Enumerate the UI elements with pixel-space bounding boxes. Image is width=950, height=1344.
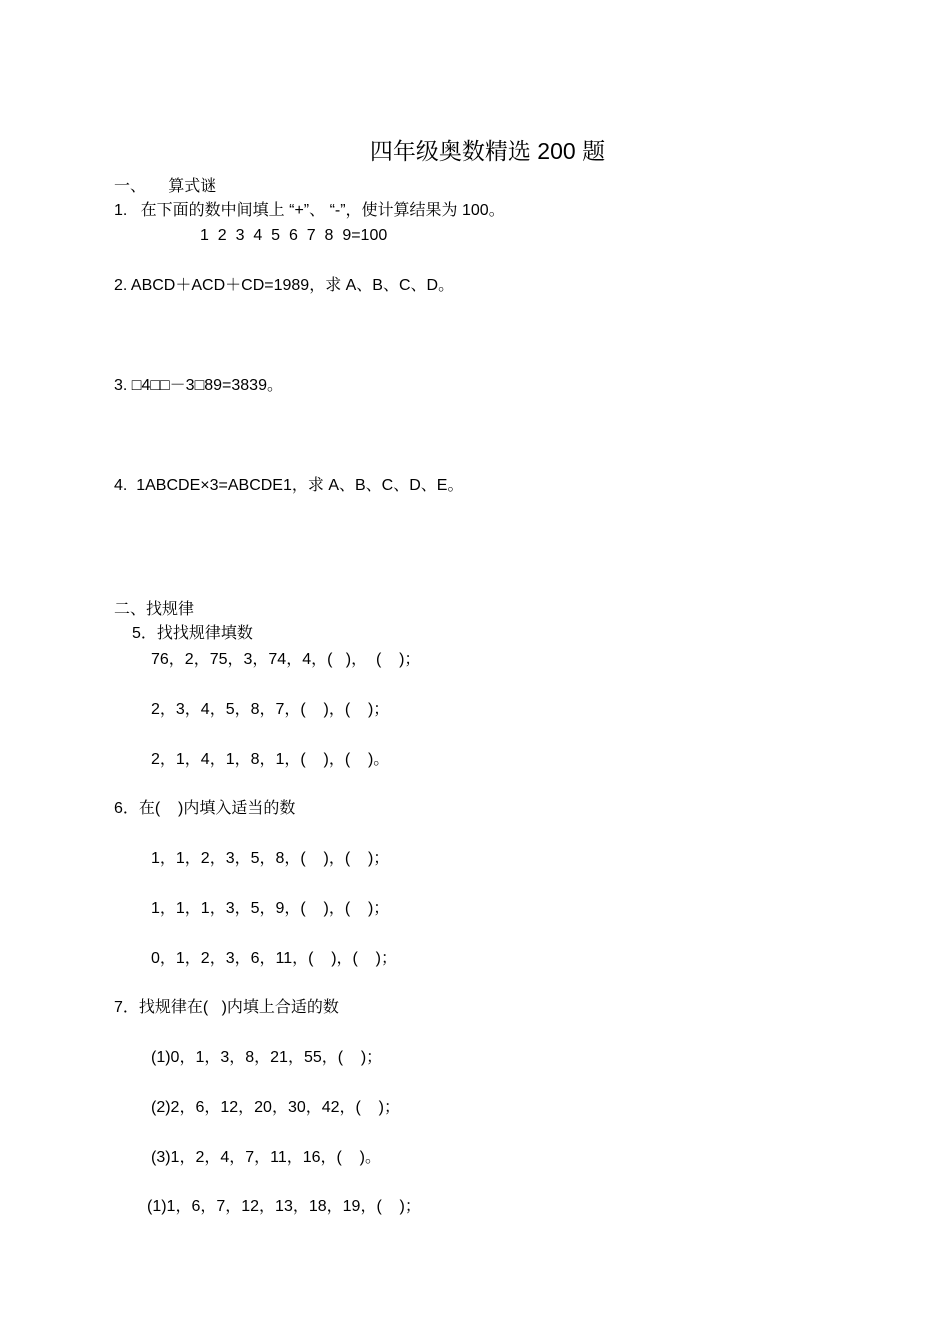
question-5-line: 2，3，4，5，8，7，( )，( )；	[151, 701, 390, 718]
question-5-title: 5．找找规律填数	[132, 625, 253, 642]
question-1-text: 1. 在下面的数中间填上 “+”、 “-”，使计算结果为 100。	[114, 202, 505, 219]
question-1-expression: 1 2 3 4 5 6 7 8 9=100	[200, 227, 388, 244]
question-7-title: 7．找规律在( )内填上合适的数	[114, 999, 339, 1016]
question-6-title: 6．在( )内填入适当的数	[114, 800, 296, 817]
question-7-line: (1)1，6，7，12，13，18，19，( )；	[147, 1198, 421, 1215]
question-7-line: (3)1，2，4，7，11，16，( )。	[151, 1149, 381, 1166]
question-5-line: 2，1，4，1，8，1，( )，( )。	[151, 751, 390, 768]
question-3: 3. □4□□－3□89=3839。	[114, 377, 283, 394]
question-6-line: 0，1，2，3，6，11，( )，( )；	[151, 950, 397, 967]
question-6-line: 1，1，2，3，5，8，( )，( )；	[151, 850, 390, 867]
question-7-line: (2)2，6，12，20，30，42，( )；	[151, 1099, 400, 1116]
question-5-line: 76，2，75，3，74，4，( )， ( )；	[151, 651, 421, 668]
question-6-line: 1，1，1，3，5，9，( )，( )；	[151, 900, 390, 917]
question-2: 2. ABCD＋ACD＋CD=1989，求 A、B、C、D。	[114, 277, 455, 294]
page-title: 四年级奥数精选 200 题	[369, 138, 606, 164]
section-heading-equation-puzzles: 一、 算式谜	[114, 178, 217, 195]
section-heading-patterns: 二、找规律	[114, 601, 195, 618]
question-7-line: (1)0，1，3，8，21，55，( )；	[151, 1049, 383, 1066]
question-4: 4. 1ABCDE×3=ABCDE1，求 A、B、C、D、E。	[114, 477, 464, 494]
